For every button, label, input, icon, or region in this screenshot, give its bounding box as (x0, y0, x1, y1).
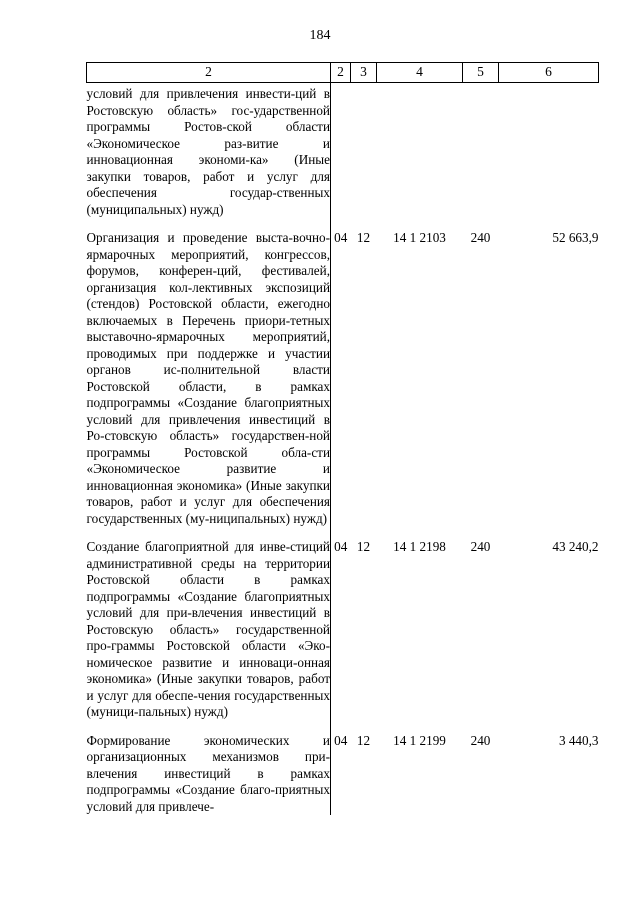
row-csr: 14 1 2199 (393, 732, 446, 748)
row-description: условий для привлечения инвести-ций в Ростовскую область» гос-ударственной программы Ростов-ской области «Экономическое раз-витие и инновационная экономи-ка» (Иные закупки товаров, работ и услуг для обеспечения государ-ственных (муниципальных) нужд) (87, 83, 331, 231)
row-rz (331, 83, 351, 231)
row-pr: 12 (356, 539, 371, 554)
table-header-row (87, 63, 599, 83)
column-header: 2 (331, 63, 351, 83)
column-header: 6 (499, 63, 599, 83)
table-row (87, 733, 599, 816)
table-row (87, 230, 599, 539)
row-pr: 12 (356, 230, 371, 245)
row-vr: 240 (470, 539, 491, 554)
row-csr: 14 1 2103 (393, 230, 446, 245)
column-header: 3 (351, 63, 377, 83)
column-header: 5 (463, 63, 499, 83)
table-row (87, 83, 599, 231)
row-pr: 12 (356, 732, 371, 748)
row-pr (351, 83, 377, 231)
column-header: 2 (87, 63, 331, 83)
row-rz: 04 (334, 230, 348, 245)
row-sum: 43 240,2 (552, 539, 599, 554)
budget-table (86, 62, 599, 815)
row-sum: 3 440,3 (558, 732, 599, 748)
row-vr: 240 (470, 732, 491, 748)
row-rz: 04 (334, 539, 348, 554)
row-vr: 240 (470, 230, 491, 245)
row-csr: 14 1 2198 (393, 539, 446, 554)
row-rz: 04 (334, 732, 348, 748)
column-header: 4 (377, 63, 463, 83)
row-description: Формирование экономических и организационных механизмов при-влечения инвестиций в рамках подпрограммы «Создание благо-приятных условий для привлече- (86, 732, 330, 814)
row-description: Организация и проведение выста-вочно-ярмарочных мероприятий, конгрессов, форумов, конферен-ций, фестивалей, организация кол-лективных экспозиций (стендов) Ростовской области, ежегодно включаемых в Перечень приори-тетных выставочно-ярмарочных мероприятий, проводимых при поддержке и участии органов ис-полнительной власти Ростовской области, в рамках подпрограммы «Создание благоприятных условий для привлечения инвестиций в Ро-стовскую область» государствен-ной программы Ростовской обла-сти «Экономическое развитие и инновационная экономика» (Иные закупки товаров, работ и услуг для обеспечения государственных (му-ниципальных) нужд) (87, 230, 331, 539)
page-number: 184 (309, 28, 331, 43)
row-sum: 52 663,9 (552, 230, 599, 245)
row-csr (377, 83, 463, 231)
row-description: Создание благоприятной для инве-стиций административной среды на территории Ростовской области в рамках подпрограммы «Создание благоприятных условий для при-влечения инвестиций в Ростовскую область» государственной про-граммы Ростовской области «Эко-номическое развитие и инноваци-онная экономика» (Иные закупки товаров, работ и услуг для обеспе-чения государственных (муници-пальных) нужд) (87, 539, 331, 733)
row-sum (499, 83, 599, 231)
table-row (87, 539, 599, 733)
row-vr (463, 83, 499, 231)
